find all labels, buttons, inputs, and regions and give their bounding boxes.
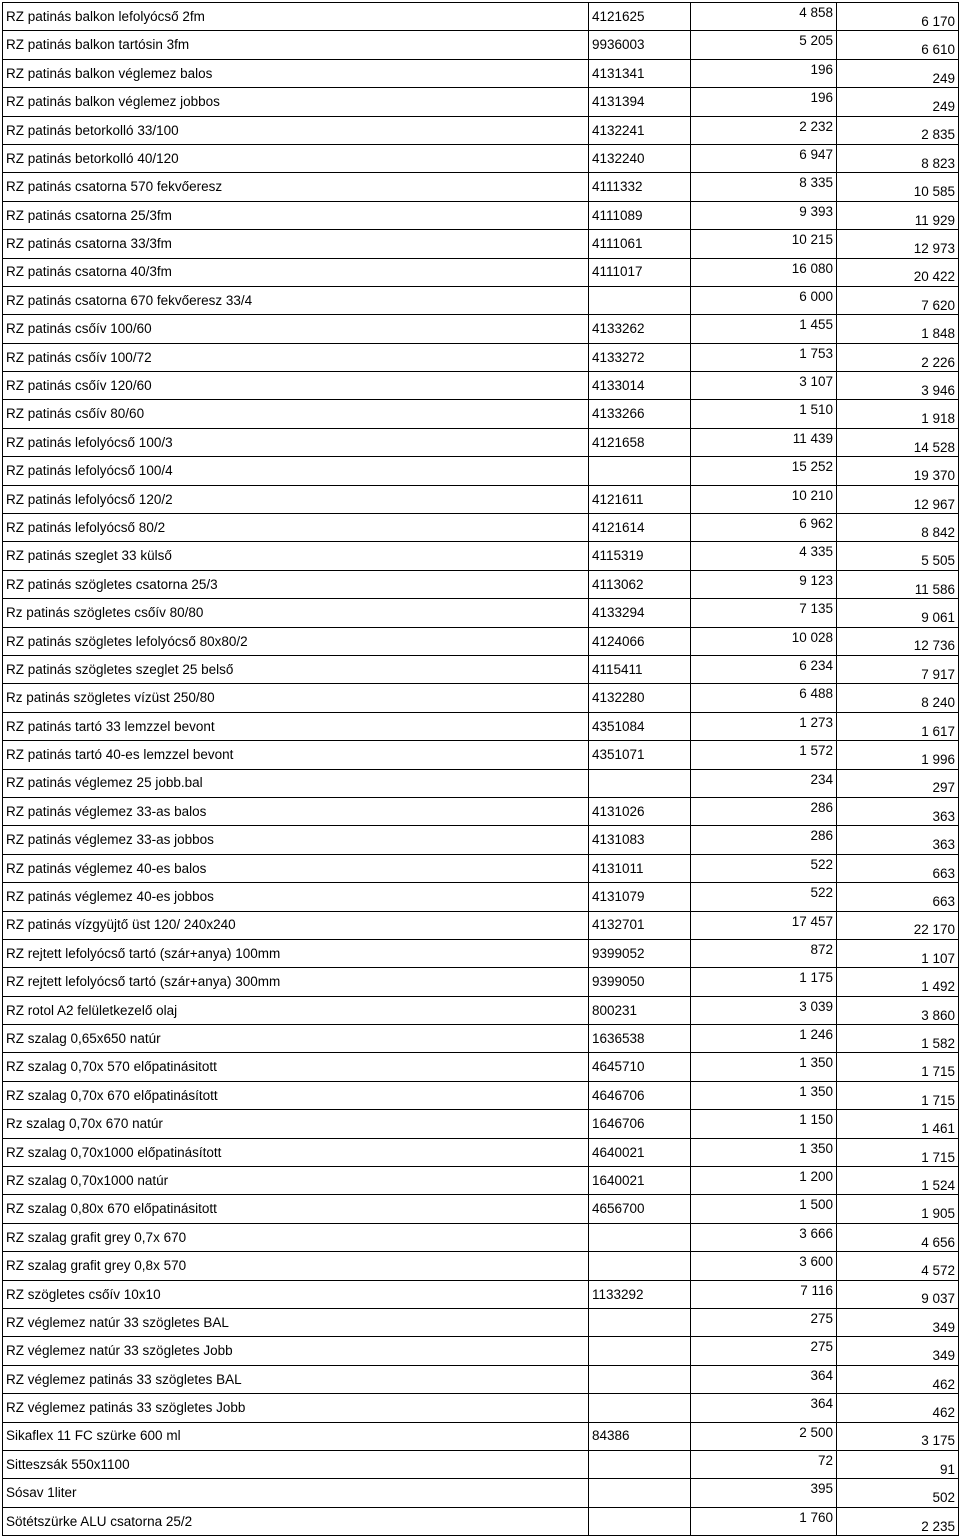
product-code-cell (589, 1450, 691, 1478)
product-code-cell (589, 457, 691, 485)
gross-price-cell: 2 226 (837, 343, 959, 371)
net-price-cell: 1 273 (691, 712, 837, 740)
gross-price-cell: 22 170 (837, 911, 959, 939)
gross-price-cell: 3 860 (837, 996, 959, 1024)
product-code-cell: 4351071 (589, 741, 691, 769)
product-name-cell: RZ patinás balkon lefolyócső 2fm (3, 3, 589, 31)
product-name-cell: RZ patinás balkon tartósin 3fm (3, 31, 589, 59)
table-row (3, 1223, 959, 1251)
gross-price-cell: 6 170 (837, 3, 959, 31)
product-code-cell: 4133272 (589, 343, 691, 371)
net-price-cell: 17 457 (691, 911, 837, 939)
product-code-cell: 4131083 (589, 826, 691, 854)
net-price-cell: 11 439 (691, 428, 837, 456)
net-price-cell: 522 (691, 883, 837, 911)
net-price-cell: 10 028 (691, 627, 837, 655)
table-row (3, 968, 959, 996)
net-price-cell: 522 (691, 854, 837, 882)
product-name-cell: RZ szalag grafit grey 0,8x 570 (3, 1252, 589, 1280)
table-row (3, 428, 959, 456)
product-code-cell: 1636538 (589, 1025, 691, 1053)
gross-price-cell: 91 (837, 1450, 959, 1478)
product-name-cell: RZ szögletes csőív 10x10 (3, 1280, 589, 1308)
gross-price-cell: 3 946 (837, 372, 959, 400)
product-code-cell: 4113062 (589, 570, 691, 598)
table-row (3, 684, 959, 712)
product-code-cell (589, 1365, 691, 1393)
product-name-cell: RZ patinás szögletes szeglet 25 belső (3, 655, 589, 683)
gross-price-cell: 1 107 (837, 939, 959, 967)
net-price-cell: 196 (691, 88, 837, 116)
gross-price-cell: 1 905 (837, 1195, 959, 1223)
net-price-cell: 6 947 (691, 144, 837, 172)
product-name-cell: RZ patinás tartó 40-es lemzzel bevont (3, 741, 589, 769)
product-code-cell: 4132241 (589, 116, 691, 144)
product-name-cell: RZ szalag 0,80x 670 előpatinásitott (3, 1195, 589, 1223)
table-row (3, 599, 959, 627)
product-code-cell: 9399050 (589, 968, 691, 996)
table-row (3, 372, 959, 400)
product-name-cell: RZ patinás lefolyócső 80/2 (3, 514, 589, 542)
net-price-cell: 2 232 (691, 116, 837, 144)
gross-price-cell: 12 967 (837, 485, 959, 513)
product-code-cell: 4124066 (589, 627, 691, 655)
net-price-cell: 196 (691, 59, 837, 87)
table-row (3, 116, 959, 144)
table-row (3, 400, 959, 428)
product-code-cell: 4131011 (589, 854, 691, 882)
table-row (3, 31, 959, 59)
net-price-cell: 10 210 (691, 485, 837, 513)
gross-price-cell: 249 (837, 88, 959, 116)
net-price-cell: 1 150 (691, 1110, 837, 1138)
table-row (3, 1025, 959, 1053)
net-price-cell: 1 753 (691, 343, 837, 371)
gross-price-cell: 20 422 (837, 258, 959, 286)
product-code-cell: 9936003 (589, 31, 691, 59)
net-price-cell: 3 039 (691, 996, 837, 1024)
net-price-cell: 4 858 (691, 3, 837, 31)
gross-price-cell: 11 586 (837, 570, 959, 598)
product-name-cell: Rz patinás szögletes vízüst 250/80 (3, 684, 589, 712)
product-name-cell: RZ rotol A2 felületkezelő olaj (3, 996, 589, 1024)
gross-price-cell: 12 973 (837, 230, 959, 258)
net-price-cell: 10 215 (691, 230, 837, 258)
product-code-cell: 4351084 (589, 712, 691, 740)
table-row (3, 457, 959, 485)
product-name-cell: RZ patinás betorkolló 40/120 (3, 144, 589, 172)
net-price-cell: 72 (691, 1450, 837, 1478)
product-code-cell: 4131026 (589, 797, 691, 825)
net-price-cell: 1 760 (691, 1507, 837, 1535)
table-row (3, 939, 959, 967)
gross-price-cell: 249 (837, 59, 959, 87)
product-name-cell: RZ patinás csatorna 40/3fm (3, 258, 589, 286)
gross-price-cell: 1 582 (837, 1025, 959, 1053)
gross-price-cell: 349 (837, 1308, 959, 1336)
net-price-cell: 286 (691, 826, 837, 854)
table-row (3, 1081, 959, 1109)
product-name-cell: Sötétszürke ALU csatorna 25/2 (3, 1507, 589, 1535)
table-row (3, 996, 959, 1024)
product-name-cell: RZ patinás csőív 80/60 (3, 400, 589, 428)
table-row (3, 1394, 959, 1422)
gross-price-cell: 9 061 (837, 599, 959, 627)
product-name-cell: RZ patinás lefolyócső 100/3 (3, 428, 589, 456)
gross-price-cell: 9 037 (837, 1280, 959, 1308)
table-row (3, 712, 959, 740)
gross-price-cell: 1 524 (837, 1167, 959, 1195)
product-name-cell: RZ szalag 0,70x 670 előpatinásított (3, 1081, 589, 1109)
table-row (3, 1195, 959, 1223)
product-code-cell: 84386 (589, 1422, 691, 1450)
product-name-cell: RZ patinás lefolyócső 120/2 (3, 485, 589, 513)
net-price-cell: 7 135 (691, 599, 837, 627)
gross-price-cell: 10 585 (837, 173, 959, 201)
net-price-cell: 6 234 (691, 655, 837, 683)
product-code-cell: 4121611 (589, 485, 691, 513)
gross-price-cell: 1 617 (837, 712, 959, 740)
product-name-cell: RZ patinás véglemez 40-es balos (3, 854, 589, 882)
table-row (3, 3, 959, 31)
table-row (3, 1110, 959, 1138)
net-price-cell: 1 175 (691, 968, 837, 996)
net-price-cell: 364 (691, 1365, 837, 1393)
net-price-cell: 8 335 (691, 173, 837, 201)
table-row (3, 485, 959, 513)
gross-price-cell: 462 (837, 1394, 959, 1422)
product-code-cell (589, 1394, 691, 1422)
net-price-cell: 234 (691, 769, 837, 797)
product-name-cell: RZ szalag 0,70x 570 előpatinásitott (3, 1053, 589, 1081)
product-code-cell (589, 1479, 691, 1507)
net-price-cell: 1 246 (691, 1025, 837, 1053)
table-row (3, 911, 959, 939)
product-name-cell: RZ patinás csatorna 670 fekvőeresz 33/4 (3, 286, 589, 314)
net-price-cell: 1 455 (691, 315, 837, 343)
product-code-cell: 4133014 (589, 372, 691, 400)
table-row (3, 88, 959, 116)
product-code-cell (589, 1507, 691, 1535)
product-name-cell: RZ patinás csőív 100/72 (3, 343, 589, 371)
product-name-cell: RZ patinás csatorna 33/3fm (3, 230, 589, 258)
table-row (3, 655, 959, 683)
table-row (3, 1337, 959, 1365)
gross-price-cell: 8 823 (837, 144, 959, 172)
gross-price-cell: 462 (837, 1365, 959, 1393)
product-code-cell: 4132280 (589, 684, 691, 712)
product-code-cell: 4645710 (589, 1053, 691, 1081)
gross-price-cell: 4 572 (837, 1252, 959, 1280)
table-row (3, 230, 959, 258)
table-row (3, 570, 959, 598)
product-code-cell: 4131079 (589, 883, 691, 911)
product-code-cell: 4121614 (589, 514, 691, 542)
product-name-cell: RZ patinás szögletes lefolyócső 80x80/2 (3, 627, 589, 655)
table-row (3, 854, 959, 882)
product-name-cell: RZ szalag 0,70x1000 előpatinásított (3, 1138, 589, 1166)
product-code-cell: 4640021 (589, 1138, 691, 1166)
product-code-cell (589, 1337, 691, 1365)
product-name-cell: RZ patinás tartó 33 lemzzel bevont (3, 712, 589, 740)
table-row (3, 883, 959, 911)
net-price-cell: 1 350 (691, 1053, 837, 1081)
table-row (3, 1308, 959, 1336)
net-price-cell: 275 (691, 1337, 837, 1365)
product-name-cell: RZ véglemez patinás 33 szögletes Jobb (3, 1394, 589, 1422)
table-row (3, 286, 959, 314)
net-price-cell: 6 962 (691, 514, 837, 542)
net-price-cell: 275 (691, 1308, 837, 1336)
gross-price-cell: 349 (837, 1337, 959, 1365)
product-code-cell: 4115411 (589, 655, 691, 683)
product-name-cell: RZ patinás véglemez 40-es jobbos (3, 883, 589, 911)
product-name-cell: RZ rejtett lefolyócső tartó (szár+anya) 100mm (3, 939, 589, 967)
net-price-cell: 872 (691, 939, 837, 967)
gross-price-cell: 1 848 (837, 315, 959, 343)
product-name-cell: RZ rejtett lefolyócső tartó (szár+anya) 300mm (3, 968, 589, 996)
product-code-cell: 4121658 (589, 428, 691, 456)
product-code-cell: 4111061 (589, 230, 691, 258)
net-price-cell: 9 393 (691, 201, 837, 229)
product-name-cell: RZ patinás betorkolló 33/100 (3, 116, 589, 144)
product-code-cell (589, 1252, 691, 1280)
product-name-cell: RZ patinás balkon véglemez balos (3, 59, 589, 87)
product-name-cell: RZ patinás csőív 100/60 (3, 315, 589, 343)
product-code-cell: 4133266 (589, 400, 691, 428)
product-name-cell: Sósav 1liter (3, 1479, 589, 1507)
product-name-cell: RZ szalag 0,65x650 natúr (3, 1025, 589, 1053)
gross-price-cell: 1 715 (837, 1081, 959, 1109)
table-row (3, 1138, 959, 1166)
product-code-cell: 1640021 (589, 1167, 691, 1195)
net-price-cell: 1 200 (691, 1167, 837, 1195)
table-row (3, 741, 959, 769)
product-code-cell: 4656700 (589, 1195, 691, 1223)
net-price-cell: 7 116 (691, 1280, 837, 1308)
net-price-cell: 1 350 (691, 1081, 837, 1109)
product-name-cell: RZ patinás csatorna 570 fekvőeresz (3, 173, 589, 201)
product-code-cell: 4111017 (589, 258, 691, 286)
product-code-cell: 4115319 (589, 542, 691, 570)
table-row (3, 1450, 959, 1478)
product-code-cell: 4132240 (589, 144, 691, 172)
product-code-cell: 4121625 (589, 3, 691, 31)
gross-price-cell: 19 370 (837, 457, 959, 485)
product-code-cell (589, 1308, 691, 1336)
product-name-cell: RZ patinás vízgyüjtő üst 120/ 240x240 (3, 911, 589, 939)
table-row (3, 797, 959, 825)
product-code-cell: 4131394 (589, 88, 691, 116)
gross-price-cell: 6 610 (837, 31, 959, 59)
gross-price-cell: 8 842 (837, 514, 959, 542)
table-row (3, 1365, 959, 1393)
net-price-cell: 6 000 (691, 286, 837, 314)
product-code-cell: 9399052 (589, 939, 691, 967)
gross-price-cell: 2 835 (837, 116, 959, 144)
table-row (3, 343, 959, 371)
product-code-cell: 4133294 (589, 599, 691, 627)
net-price-cell: 3 107 (691, 372, 837, 400)
table-row (3, 1053, 959, 1081)
gross-price-cell: 1 715 (837, 1053, 959, 1081)
gross-price-cell: 3 175 (837, 1422, 959, 1450)
table-row (3, 1479, 959, 1507)
product-code-cell: 4132701 (589, 911, 691, 939)
table-row (3, 769, 959, 797)
product-name-cell: RZ patinás véglemez 33-as balos (3, 797, 589, 825)
net-price-cell: 1 572 (691, 741, 837, 769)
product-name-cell: RZ patinás lefolyócső 100/4 (3, 457, 589, 485)
net-price-cell: 3 666 (691, 1223, 837, 1251)
table-row (3, 315, 959, 343)
gross-price-cell: 663 (837, 883, 959, 911)
product-name-cell: RZ patinás balkon véglemez jobbos (3, 88, 589, 116)
net-price-cell: 395 (691, 1479, 837, 1507)
gross-price-cell: 14 528 (837, 428, 959, 456)
product-code-cell: 4646706 (589, 1081, 691, 1109)
net-price-cell: 4 335 (691, 542, 837, 570)
net-price-cell: 6 488 (691, 684, 837, 712)
product-name-cell: Rz patinás szögletes csőív 80/80 (3, 599, 589, 627)
table-row (3, 826, 959, 854)
product-name-cell: Sikaflex 11 FC szürke 600 ml (3, 1422, 589, 1450)
gross-price-cell: 4 656 (837, 1223, 959, 1251)
net-price-cell: 15 252 (691, 457, 837, 485)
table-row (3, 514, 959, 542)
net-price-cell: 1 350 (691, 1138, 837, 1166)
net-price-cell: 9 123 (691, 570, 837, 598)
product-name-cell: Sitteszsák 550x1100 (3, 1450, 589, 1478)
product-name-cell: RZ patinás szeglet 33 külső (3, 542, 589, 570)
table-row (3, 627, 959, 655)
net-price-cell: 16 080 (691, 258, 837, 286)
product-name-cell: RZ patinás csatorna 25/3fm (3, 201, 589, 229)
gross-price-cell: 363 (837, 826, 959, 854)
table-row (3, 1167, 959, 1195)
net-price-cell: 1 500 (691, 1195, 837, 1223)
table-row (3, 1422, 959, 1450)
product-name-cell: RZ véglemez natúr 33 szögletes Jobb (3, 1337, 589, 1365)
net-price-cell: 286 (691, 797, 837, 825)
table-row (3, 144, 959, 172)
product-code-cell (589, 286, 691, 314)
gross-price-cell: 11 929 (837, 201, 959, 229)
product-name-cell: RZ szalag 0,70x1000 natúr (3, 1167, 589, 1195)
price-list-table (2, 2, 959, 1536)
product-code-cell: 1646706 (589, 1110, 691, 1138)
gross-price-cell: 1 461 (837, 1110, 959, 1138)
product-name-cell: RZ patinás véglemez 25 jobb.bal (3, 769, 589, 797)
net-price-cell: 364 (691, 1394, 837, 1422)
gross-price-cell: 663 (837, 854, 959, 882)
product-code-cell: 4131341 (589, 59, 691, 87)
gross-price-cell: 12 736 (837, 627, 959, 655)
product-name-cell: RZ patinás véglemez 33-as jobbos (3, 826, 589, 854)
net-price-cell: 5 205 (691, 31, 837, 59)
table-row (3, 1252, 959, 1280)
table-row (3, 258, 959, 286)
gross-price-cell: 502 (837, 1479, 959, 1507)
product-code-cell: 1133292 (589, 1280, 691, 1308)
gross-price-cell: 5 505 (837, 542, 959, 570)
gross-price-cell: 8 240 (837, 684, 959, 712)
net-price-cell: 2 500 (691, 1422, 837, 1450)
gross-price-cell: 1 996 (837, 741, 959, 769)
gross-price-cell: 1 492 (837, 968, 959, 996)
product-name-cell: RZ patinás csőív 120/60 (3, 372, 589, 400)
product-name-cell: Rz szalag 0,70x 670 natúr (3, 1110, 589, 1138)
net-price-cell: 3 600 (691, 1252, 837, 1280)
gross-price-cell: 1 715 (837, 1138, 959, 1166)
gross-price-cell: 363 (837, 797, 959, 825)
product-code-cell (589, 1223, 691, 1251)
product-code-cell: 4111089 (589, 201, 691, 229)
table-row (3, 59, 959, 87)
product-code-cell (589, 769, 691, 797)
table-row (3, 201, 959, 229)
table-row (3, 173, 959, 201)
gross-price-cell: 2 235 (837, 1507, 959, 1535)
table-row (3, 542, 959, 570)
product-code-cell: 4111332 (589, 173, 691, 201)
gross-price-cell: 1 918 (837, 400, 959, 428)
table-row (3, 1507, 959, 1535)
table-row (3, 1280, 959, 1308)
gross-price-cell: 7 620 (837, 286, 959, 314)
net-price-cell: 1 510 (691, 400, 837, 428)
product-name-cell: RZ véglemez patinás 33 szögletes BAL (3, 1365, 589, 1393)
price-list-body (3, 3, 959, 1536)
product-name-cell: RZ patinás szögletes csatorna 25/3 (3, 570, 589, 598)
product-name-cell: RZ véglemez natúr 33 szögletes BAL (3, 1308, 589, 1336)
product-code-cell: 4133262 (589, 315, 691, 343)
gross-price-cell: 297 (837, 769, 959, 797)
product-name-cell: RZ szalag grafit grey 0,7x 670 (3, 1223, 589, 1251)
product-code-cell: 800231 (589, 996, 691, 1024)
gross-price-cell: 7 917 (837, 655, 959, 683)
